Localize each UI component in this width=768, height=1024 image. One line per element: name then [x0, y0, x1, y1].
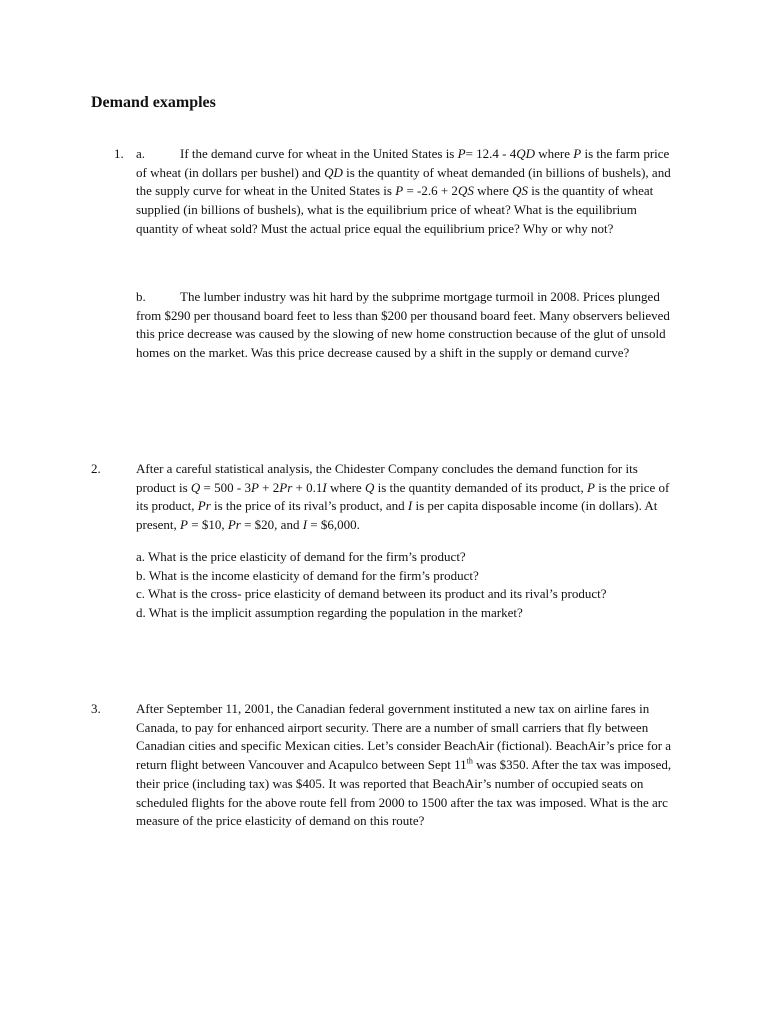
list-item: d. What is the implicit assumption regarding the population in the market? [136, 605, 523, 621]
list-item: b. What is the income elasticity of demand for the firm’s product? [136, 567, 479, 583]
list-item: a. What is the price elasticity of demand for the firm’s product? [136, 549, 466, 564]
question-2-text: After a careful statistical analysis, the Chidester Company concludes the demand function for its product is Q = 500 - 3P + 2Pr + 0.1I where Q is the quantity demanded of its product, P is the price of its product, Pr is the price of its rival’s product, and I is per capita disposable income (in dollars). At present, P = $10, Pr = $20, and I = $6,000. [136, 461, 670, 533]
question-2-subquestions [136, 548, 676, 623]
question-1b-text: The lumber industry was hit hard by the subprime mortgage turmoil in 2008. Prices plunged from $290 per thousand board feet to less than $200 per thousand board feet. Many observers believed this price decrease was caused by the slowing of new home construction because of the glut of unsold homes on the market. Was this price decrease caused by a shift in the supply or demand curve? [136, 289, 670, 361]
question-1-number: 1. [114, 146, 124, 161]
question-3-text: After September 11, 2001, the Canadian federal government instituted a new tax on airline fares in Canada, to pay for enhanced airport security. There are a number of small carriers that fly between Canadian cities and specific Mexican cities. Let’s consider BeachAir (fictional). BeachAir’s price for a return flight between Vancouver and Acapulco between Sept 11th was $350. After the tax was imposed, their price (including tax) was $405. It was reported that BeachAir’s number of occupied seats on scheduled flights for the above route fell from 2000 to 1500 after the tax was imposed. What is the arc measure of the price elasticity of demand on this route? [136, 701, 672, 829]
list-item: c. What is the cross- price elasticity of demand between its product and its rival’s product? [136, 586, 607, 602]
question-1b-label: b. [136, 289, 146, 304]
question-2-number: 2. [91, 461, 101, 476]
page-title: Demand examples [91, 94, 216, 111]
question-1a-label: a. [136, 146, 146, 161]
question-1a-text: If the demand curve for wheat in the United States is P= 12.4 - 4QD where P is the farm price of wheat (in dollars per bushel) and QD is the quantity of wheat demanded (in billions of bushels), and the supply curve for wheat in the United States is P = -2.6 + 2QS where QS is the quantity of wheat supplied (in billions of bushels), what is the equilibrium price of wheat? What is the equilibrium quantity of wheat sold? Must the actual price equal the equilibrium price? Why or why not? [136, 146, 671, 236]
question-3-number: 3. [91, 701, 101, 716]
